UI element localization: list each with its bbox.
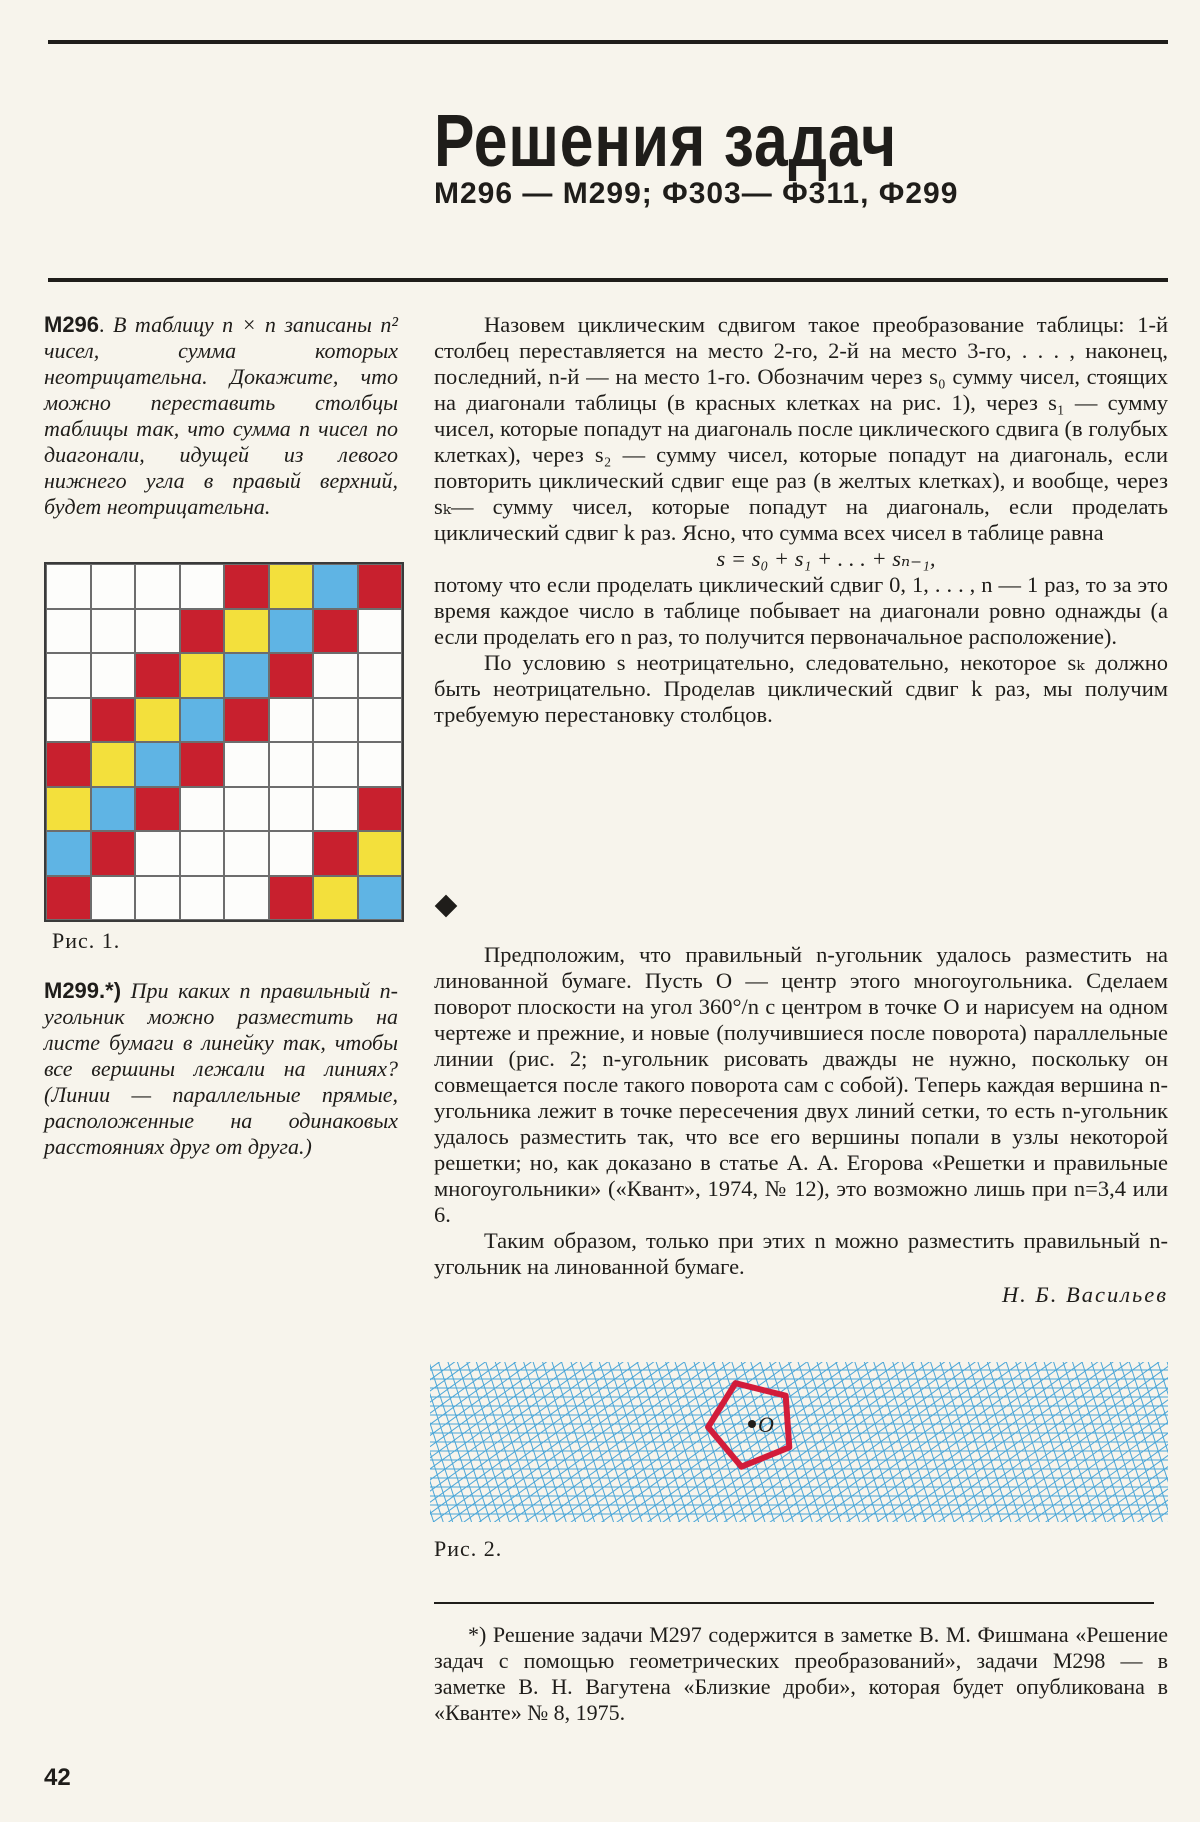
table-cell [313, 876, 358, 921]
table-cell [46, 564, 91, 609]
m296-solution [434, 312, 1168, 728]
table-cell [180, 831, 225, 876]
footnote-rule [434, 1602, 1154, 1604]
table-cell [269, 564, 314, 609]
table-cell [135, 609, 180, 654]
table-cell [269, 609, 314, 654]
table-cell [135, 742, 180, 787]
table-cell [358, 787, 403, 832]
table-cell [269, 742, 314, 787]
table-cell [91, 609, 136, 654]
m296-statement: М296. В таблицу n × n записаны n² чисел, сумма которых неотрицательна. Докажите, что можно переставить столбцы таблицы так, что сумма n чисел по диагонали, идущей из левого нижнего угла в правый верхний, будет неотрицательна. [44, 312, 398, 519]
table-cell [224, 653, 269, 698]
table-cell [224, 876, 269, 921]
table-cell [358, 876, 403, 921]
figure-1-table [44, 562, 404, 922]
table-cell [135, 564, 180, 609]
table-cell [46, 653, 91, 698]
table-cell [269, 787, 314, 832]
top-rule [48, 40, 1168, 44]
table-cell [313, 787, 358, 832]
m299-solution-p2: Таким образом, только при этих n можно разместить правильный n-угольник на линованной бумаге. [434, 1228, 1168, 1279]
table-cell [313, 831, 358, 876]
table-cell [269, 831, 314, 876]
m296-solution-p1: Назовем циклическим сдвигом такое преобразование таблицы: 1-й столбец переставляется на место 2-го, 2-й на место 3-го, . . . , наконец, последний, n-й — на место 1-го. Обозначим через s₀ сумму чисел, стоящих на диагонали таблицы (в красных клетках на рис. 1), через s₁ — сумму чисел, которые попадут на диагональ после циклического сдвига (в голубых клетках), через s₂ — сумму чисел, которые попадут на диагональ, если повторить циклический сдвиг еще раз (в желтых клетках), и вообще, через sₖ— сумму чисел, которые попадут на диагональ, если проделать циклический сдвиг k раз. Ясно, что сумма всех чисел в таблице равна [434, 312, 1168, 545]
page-subtitle: М296 — М299; Ф303— Ф311, Ф299 [434, 177, 959, 210]
center-point [748, 1420, 756, 1428]
table-cell [46, 787, 91, 832]
table-cell [135, 831, 180, 876]
table-cell [313, 653, 358, 698]
figure-2-lattice [430, 1362, 1168, 1522]
table-cell [180, 876, 225, 921]
m299-code: М299.*) [44, 978, 122, 1003]
table-cell [91, 564, 136, 609]
table-cell [46, 876, 91, 921]
m299-solution-p1: Предположим, что правильный n-угольник удалось разместить на линованной бумаге. Пусть O — центр этого многоугольника. Сделаем поворот плоскости на угол 360°/n с центром в точке O и нарисуем на одном чертеже и прежние, и новые (получившиеся после поворота) параллельные линии (рис. 2; n-угольник рисовать дважды не нужно, поскольку он совмещается после такого поворота сам с собой). Теперь каждая вершина n-угольника лежит в точке пересечения двух линий сетки, то есть n-угольник удалось разместить так, что все его вершины попали в узлы некоторой решетки; но, как доказано в статье А. А. Егорова «Решетки и правильные многоугольники» («Квант», 1974, № 12), это возможно лишь при n=3,4 или 6. [434, 942, 1168, 1227]
author-signature: Н. Б. Васильев [1001, 1282, 1168, 1307]
table-cell [224, 698, 269, 743]
table-cell [180, 787, 225, 832]
table-cell [224, 831, 269, 876]
m299-statement-text: При каких n правильный n-угольник можно разместить на листе бумаги в линейку так, чтобы все вершины лежали на линиях? (Линии — параллельные прямые, расположенные на одинаковых расстояниях друг от друга.) [44, 978, 398, 1159]
table-cell [313, 698, 358, 743]
m299-solution [434, 942, 1168, 1308]
table-cell [313, 742, 358, 787]
table-cell [46, 698, 91, 743]
table-cell [135, 698, 180, 743]
figure-2-caption: Рис. 2. [434, 1536, 503, 1561]
table-cell [135, 876, 180, 921]
table-cell [91, 876, 136, 921]
table-cell [180, 653, 225, 698]
table-cell [313, 564, 358, 609]
m299-statement [44, 978, 398, 1160]
table-cell [91, 653, 136, 698]
m296-formula: s = s₀ + s₁ + . . . + sₙ₋₁, [716, 546, 936, 571]
table-cell [358, 564, 403, 609]
page-number: 42 [44, 1764, 71, 1791]
table-cell [224, 564, 269, 609]
table-cell [180, 609, 225, 654]
table-cell [313, 609, 358, 654]
table-cell [91, 698, 136, 743]
table-cell [135, 787, 180, 832]
m296-code: М296 [44, 312, 100, 337]
table-cell [180, 698, 225, 743]
header-rule [48, 278, 1168, 282]
lattice-lines [430, 1362, 1168, 1522]
center-label: O [758, 1412, 774, 1437]
table-cell [91, 742, 136, 787]
table-cell [91, 831, 136, 876]
table-cell [91, 787, 136, 832]
table-cell [180, 564, 225, 609]
table-cell [46, 609, 91, 654]
table-cell [224, 742, 269, 787]
section-diamond-icon [435, 895, 458, 918]
page-title: Решения задач [434, 99, 898, 182]
table-cell [46, 742, 91, 787]
table-cell [358, 609, 403, 654]
table-cell [180, 742, 225, 787]
table-cell [358, 698, 403, 743]
table-cell [358, 742, 403, 787]
table-cell [358, 831, 403, 876]
table-cell [269, 653, 314, 698]
lattice-line [430, 1362, 1078, 1400]
table-cell [135, 653, 180, 698]
m296-statement-text: В таблицу n × n записаны n² чисел, сумма которых неотрицательна. Докажите, что можно переставить столбцы таблицы так, что сумма n чисел по диагонали, идущей из левого нижнего угла в правый верхний, будет неотрицательна. [44, 312, 398, 519]
table-cell [358, 653, 403, 698]
lattice-line [479, 1521, 1168, 1522]
table-cell [224, 787, 269, 832]
m296-solution-p2: потому что если проделать циклический сдвиг 0, 1, . . . , n — 1 раз, то за это время каждое число в таблице побывает на диагонали ровно однажды (а если проделать его n раз, то получится первоначальное расположение). [434, 572, 1168, 649]
footnote-text: *) Решение задачи М297 содержится в заметке В. М. Фишмана «Решение задач с помощью геометрических преобразований», задачи М298 — в заметке В. Н. Вагутена «Близкие дроби», которая будет опубликована в «Кванте» № 8, 1975. [434, 1622, 1168, 1725]
table-cell [224, 609, 269, 654]
table-cell [46, 831, 91, 876]
table-cell [269, 876, 314, 921]
figure-1-caption: Рис. 1. [52, 928, 121, 953]
table-cell [269, 698, 314, 743]
m296-solution-p3: По условию s неотрицательно, следовательно, некоторое sₖ должно быть неотрицательно. Проделав циклический сдвиг k раз, мы получим требуемую перестановку столбцов. [434, 650, 1168, 727]
footnote [434, 1622, 1168, 1726]
